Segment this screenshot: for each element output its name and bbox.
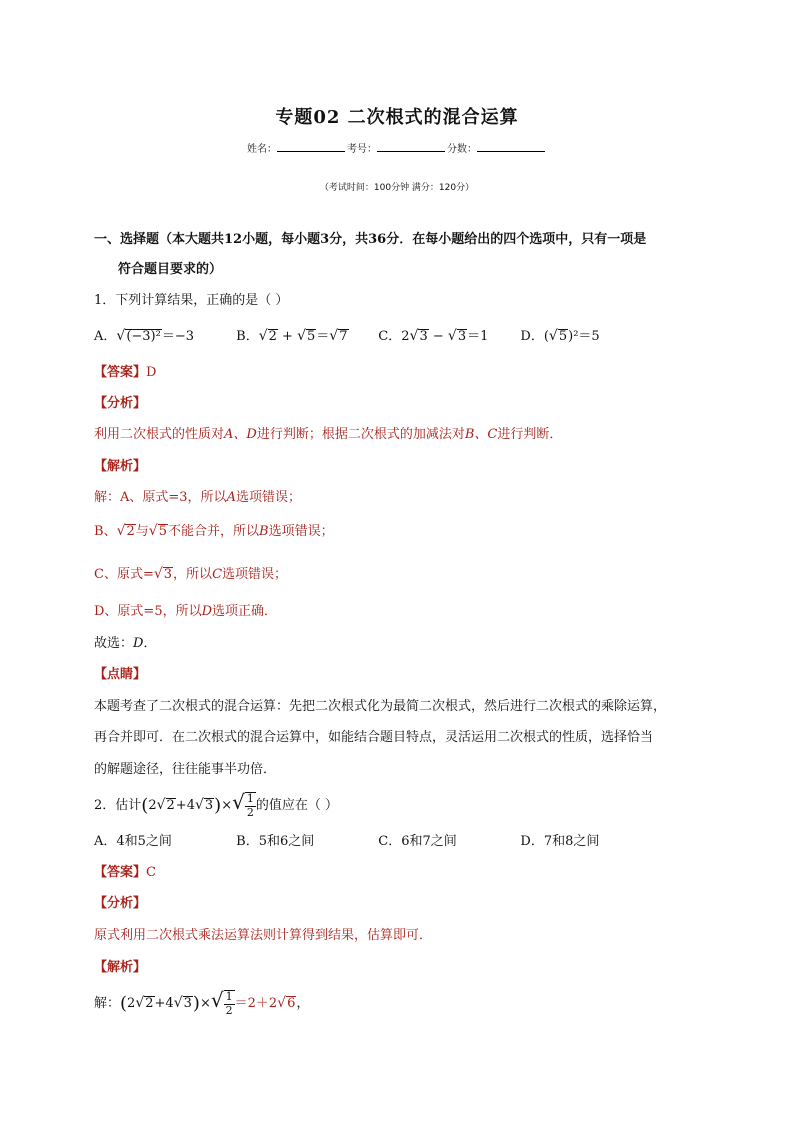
q2-option-d: D．7和8之间	[520, 834, 600, 849]
q2-fraction: $\frac{1}{2}$	[246, 792, 254, 819]
q1-option-a-radicand: (−3)²	[126, 329, 161, 344]
q1-solution-tag: 【解析】	[94, 459, 147, 474]
q2-answer: 【答案】C	[94, 865, 156, 880]
q1-option-c: C．2√3 − √3＝1	[378, 328, 489, 344]
q1-solution-c: C、原式=√3，所以C选项错误；	[94, 566, 288, 582]
name-label: 姓名：	[247, 144, 277, 155]
page-title: 专题02 二次根式的混合运算	[275, 107, 519, 128]
name-blank[interactable]	[277, 141, 345, 152]
q2-stem: 2．估计(2√2+4√3)×√ $\frac{1}{2}$ 的值应在（ ）	[94, 790, 338, 819]
score-blank[interactable]	[477, 141, 545, 152]
q1-solution-a: 解：A、原式=3，所以A选项错误；	[94, 490, 301, 505]
q1-stem: 1．下列计算结果，正确的是（ ）	[94, 293, 289, 308]
q2-option-a: A．4和5之间	[94, 834, 172, 849]
exam-no-blank[interactable]	[377, 141, 445, 152]
q1-solution-d: D、原式=5，所以D选项正确．	[94, 604, 278, 619]
q1-option-d: D．(√5)²＝5	[520, 328, 600, 344]
q1-options	[94, 325, 600, 344]
q2-solution-tag: 【解析】	[94, 960, 147, 975]
student-info-line	[0, 140, 794, 155]
q2-options	[94, 830, 599, 849]
section-heading-line1: 一、选择题（本大题共12小题，每小题3分，共36分．在每小题给出的四个选项中，只有一项是	[94, 232, 647, 247]
exam-time-info: （考试时间：100分钟 满分：120分）	[319, 183, 475, 193]
q1-answer: 【答案】D	[94, 365, 157, 380]
q1-choose: 故选：D．	[94, 636, 157, 651]
q1-point-line3: 的解题途径，往往能事半功倍．	[94, 762, 277, 777]
q2-analysis: 原式利用二次根式乘法运算法则计算得到结果，估算即可．	[94, 928, 433, 943]
exam-no-label: 考号：	[347, 144, 377, 155]
q1-option-a: A．√(−3)²＝−3	[94, 328, 195, 344]
q1-option-b: B．√2 + √5＝√7	[236, 328, 348, 344]
q1-solution-b: B、√2与√5不能合并，所以B选项错误；	[94, 523, 334, 539]
q1-point-line1: 本题考查了二次根式的混合运算：先把二次根式化为最简二次根式，然后进行二次根式的乘除运算，	[94, 699, 667, 714]
section-heading-line2: 符合题目要求的）	[118, 262, 223, 277]
q2-option-b: B．5和6之间	[236, 834, 315, 849]
q1-point-tag: 【点睛】	[94, 667, 147, 682]
q1-point-line2: 再合并即可．在二次根式的混合运算中，如能结合题目特点，灵活运用二次根式的性质，选择恰当	[94, 730, 654, 745]
q2-option-c: C．6和7之间	[378, 834, 457, 849]
q2-solution: 解：(2√2+4√3)×√ $\frac{1}{2}$ ＝2＋2√6，	[94, 988, 310, 1017]
q1-analysis: 利用二次根式的性质对A、D进行判断；根据二次根式的加减法对B、C进行判断．	[94, 427, 563, 442]
q2-analysis-tag: 【分析】	[94, 896, 147, 911]
score-label: 分数：	[447, 144, 477, 155]
q1-analysis-tag: 【分析】	[94, 396, 147, 411]
